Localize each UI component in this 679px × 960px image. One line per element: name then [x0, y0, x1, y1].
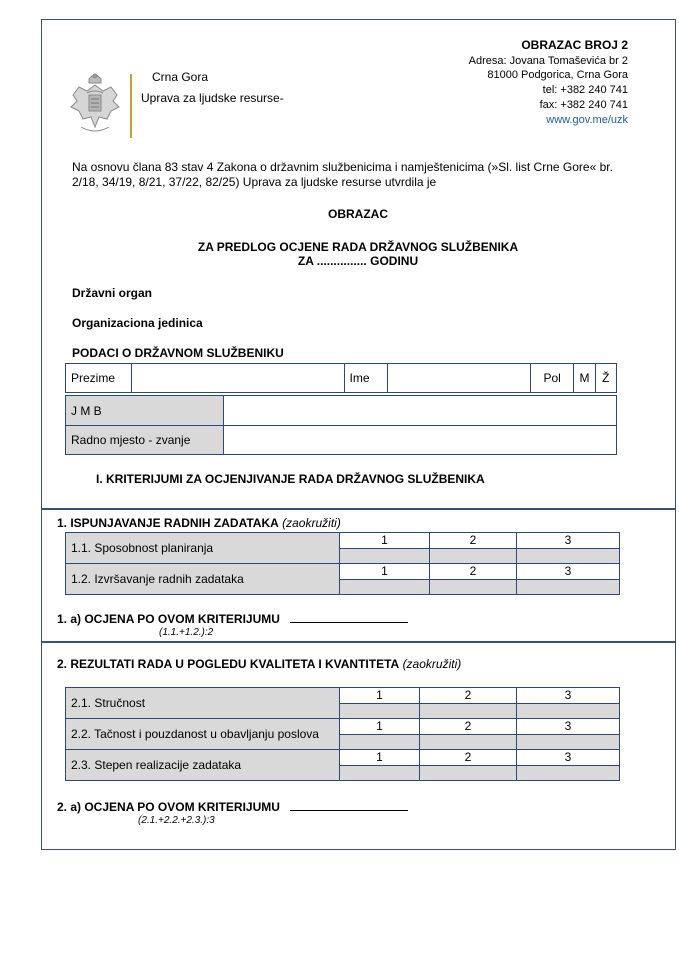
criterion2-title: 2. REZULTATI RADA U POGLEDU KVALITETA I KVANTITETA — [57, 657, 400, 671]
score-3[interactable]: 3 — [517, 750, 620, 766]
score-2[interactable]: 2 — [420, 719, 517, 735]
score-cell — [340, 765, 420, 781]
score-cell — [420, 703, 517, 719]
name-input[interactable] — [388, 364, 531, 393]
section-title: I. KRITERIJUMI ZA OCJENJIVANJE RADA DRŽAVNOG SLUŽBENIKA — [96, 472, 485, 486]
criterion1-title: 1. ISPUNJAVANJE RADNIH ZADATAKA — [57, 516, 279, 530]
city: 81000 Podgorica, Crna Gora — [487, 69, 628, 81]
surname-input[interactable] — [131, 364, 344, 393]
criterion1-result — [57, 612, 408, 626]
score-1[interactable]: 1 — [340, 719, 420, 735]
state-body-label: Državni organ — [72, 286, 153, 300]
score-cell — [340, 579, 430, 595]
header-divider — [130, 74, 132, 138]
criterion2-item-3: 2.3. Stepen realizacije zadataka — [66, 750, 340, 781]
score-cell — [430, 579, 517, 595]
score-3[interactable]: 3 — [517, 533, 620, 549]
website-link[interactable]: www.gov.me/uzk — [546, 114, 628, 126]
criterion2-note: (zaokružiti) — [402, 657, 462, 671]
score-3[interactable]: 3 — [517, 688, 620, 704]
telephone: tel: +382 240 741 — [542, 84, 628, 96]
address: Adresa: Jovana Tomaševića br 2 — [468, 55, 628, 67]
criterion2-item-2: 2.2. Tačnost i pouzdanost u obavljanju poslova — [66, 719, 340, 750]
gender-male-option[interactable]: M — [574, 364, 595, 393]
score-1[interactable]: 1 — [340, 533, 430, 549]
criterion2-result — [57, 800, 408, 814]
score-cell — [517, 548, 620, 564]
criterion1-note: (zaokružiti) — [282, 516, 341, 530]
position-label: Radno mjesto - zvanje — [66, 426, 224, 455]
score-2[interactable]: 2 — [420, 688, 517, 704]
criterion1-item-1: 1.1. Sposobnost planiranja — [66, 533, 340, 564]
surname-label: Prezime — [66, 364, 132, 393]
score-cell — [420, 765, 517, 781]
gender-female-option[interactable]: Ž — [595, 364, 616, 393]
score-cell — [517, 703, 620, 719]
coat-of-arms-icon — [67, 71, 123, 137]
criterion2-item-1: 2.1. Stručnost — [66, 688, 340, 719]
org-agency: Uprava za ljudske resurse- — [141, 91, 284, 105]
form-year: ZA ............... GODINU — [297, 254, 419, 268]
score-2[interactable]: 2 — [430, 533, 517, 549]
score-cell — [517, 734, 620, 750]
employee-table-2 — [65, 395, 617, 455]
criterion1-table — [65, 532, 620, 595]
section-divider — [41, 508, 675, 510]
form-number: OBRAZAC BROJ 2 — [521, 38, 628, 52]
criterion1-formula: (1.1.+1.2.):2 — [159, 627, 214, 638]
score-3[interactable]: 3 — [517, 719, 620, 735]
section-divider — [41, 641, 675, 643]
form-title: OBRAZAC — [328, 207, 388, 221]
org-country: Crna Gora — [152, 70, 209, 84]
score-1[interactable]: 1 — [340, 688, 420, 704]
criterion2-heading — [57, 657, 461, 671]
criterion2-result-input[interactable] — [290, 800, 408, 811]
score-cell — [340, 734, 420, 750]
intro-paragraph: Na osnovu člana 83 stav 4 Zakona o državnim službenicima i namještenicima (»Sl. list Crne Gore« br. 2/18, 34/19, 8/21, 37/22, 82/25) Uprava za ljudske resurse utvrdila je — [72, 160, 613, 189]
criterion2-formula: (2.1.+2.2.+2.3.):3 — [138, 815, 215, 826]
employee-data-heading: PODACI O DRŽAVNOM SLUŽBENIKU — [72, 346, 284, 360]
criterion2-table — [65, 687, 620, 781]
score-cell — [517, 765, 620, 781]
jmb-label: J M B — [66, 396, 224, 426]
fax: fax: +382 240 741 — [539, 99, 628, 111]
score-1[interactable]: 1 — [340, 750, 420, 766]
criterion1-heading — [57, 516, 341, 530]
employee-table — [65, 363, 617, 393]
score-2[interactable]: 2 — [420, 750, 517, 766]
name-label: Ime — [344, 364, 388, 393]
score-cell — [420, 734, 517, 750]
org-unit-label: Organizaciona jedinica — [72, 316, 203, 330]
score-1[interactable]: 1 — [340, 564, 430, 580]
score-cell — [340, 548, 430, 564]
jmb-input[interactable] — [224, 396, 617, 426]
criterion1-result-label: 1. a) OCJENA PO OVOM KRITERIJUMU — [57, 612, 280, 626]
score-2[interactable]: 2 — [430, 564, 517, 580]
score-cell — [517, 579, 620, 595]
criterion2-result-label: 2. a) OCJENA PO OVOM KRITERIJUMU — [57, 800, 280, 814]
score-cell — [430, 548, 517, 564]
score-cell — [340, 703, 420, 719]
criterion1-result-input[interactable] — [290, 612, 408, 623]
position-input[interactable] — [224, 426, 617, 455]
gender-label: Pol — [530, 364, 574, 393]
score-3[interactable]: 3 — [517, 564, 620, 580]
form-subtitle: ZA PREDLOG OCJENE RADA DRŽAVNOG SLUŽBENIKA — [197, 240, 519, 254]
criterion1-item-2: 1.2. Izvršavanje radnih zadataka — [66, 564, 340, 595]
